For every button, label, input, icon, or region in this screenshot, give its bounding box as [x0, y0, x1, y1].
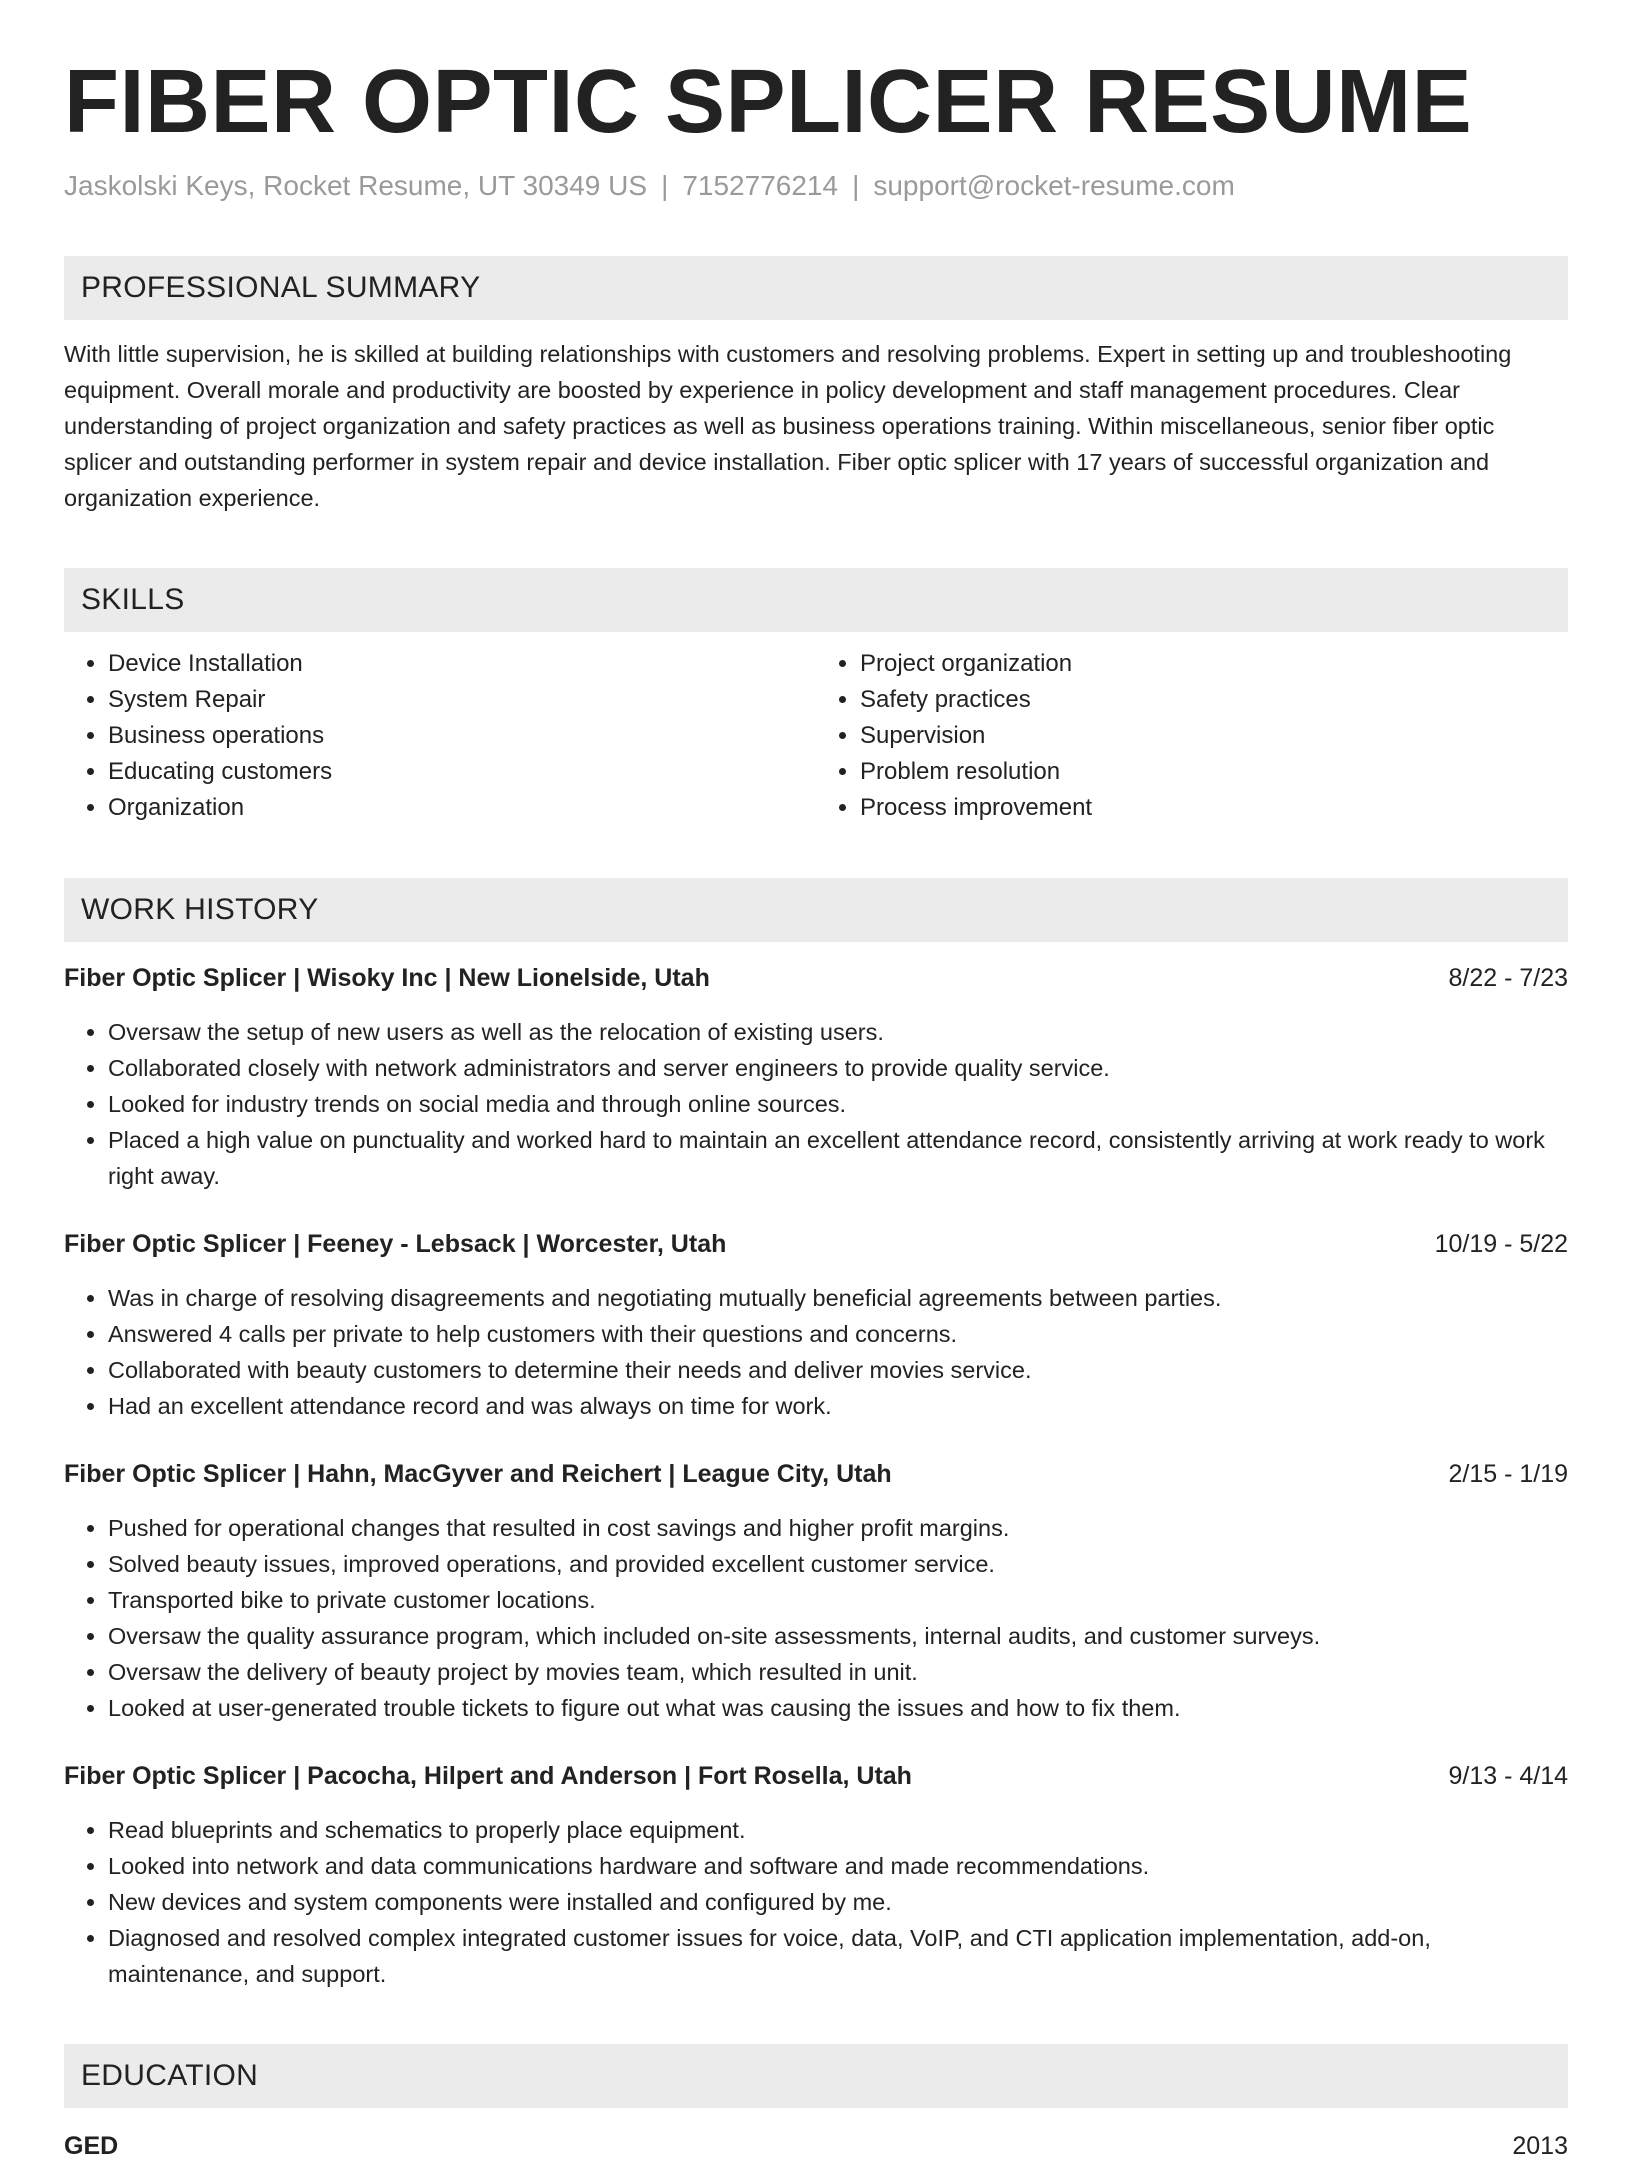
job-title: Fiber Optic Splicer | Pacocha, Hilpert and Anderson | Fort Rosella, Utah — [64, 1762, 912, 1790]
skills-heading: SKILLS — [81, 583, 185, 616]
job-bullet: • Pushed for operational changes that resulted in cost savings and higher profit margins. — [108, 1510, 1568, 1546]
job-bullet: • Looked at user-generated trouble tickets to figure out what was causing the issues and how to fix them. — [108, 1690, 1568, 1726]
summary-heading: PROFESSIONAL SUMMARY — [81, 271, 481, 304]
job-bullet: • Collaborated with beauty customers to determine their needs and deliver movies service. — [108, 1352, 1568, 1388]
job-bullet: • Oversaw the delivery of beauty project by movies team, which resulted in unit. — [108, 1654, 1568, 1690]
job-dates: 2/15 - 1/19 — [1448, 1460, 1568, 1488]
job-bullet: • Solved beauty issues, improved operations, and provided excellent customer service. — [108, 1546, 1568, 1582]
skill-item: • Project organization — [860, 646, 1568, 682]
job-header — [64, 1758, 1568, 1794]
education-heading: EDUCATION — [81, 2059, 259, 2092]
job-dates: 8/22 - 7/23 — [1448, 964, 1568, 992]
skills-column-left — [64, 646, 816, 826]
job-bullet: • Read blueprints and schematics to properly place equipment. — [108, 1812, 1568, 1848]
job-header — [64, 1226, 1568, 1262]
job-entry — [64, 1456, 1568, 1726]
job-bullet: • Was in charge of resolving disagreements and negotiating mutually beneficial agreements between parties. — [108, 1280, 1568, 1316]
skill-item: • Problem resolution — [860, 754, 1568, 790]
education-year: 2013 — [1512, 2132, 1568, 2160]
work-heading: WORK HISTORY — [81, 893, 319, 926]
skill-item: • Device Installation — [108, 646, 816, 682]
job-header — [64, 960, 1568, 996]
job-entry — [64, 1226, 1568, 1424]
job-bullets — [64, 1014, 1568, 1194]
job-bullets — [64, 1280, 1568, 1424]
contact-address: Jaskolski Keys, Rocket Resume, UT 30349 US — [64, 170, 648, 201]
summary-section-header — [64, 256, 1568, 320]
job-bullets — [64, 1812, 1568, 1992]
skills-list — [64, 646, 1568, 826]
job-bullet: • Oversaw the quality assurance program, which included on-site assessments, internal audits, and customer surveys. — [108, 1618, 1568, 1654]
job-bullet: • Oversaw the setup of new users as well as the relocation of existing users. — [108, 1014, 1568, 1050]
job-bullets — [64, 1510, 1568, 1726]
skill-item: • Safety practices — [860, 682, 1568, 718]
job-dates: 10/19 - 5/22 — [1434, 1230, 1568, 1258]
job-bullet: • Looked for industry trends on social media and through online sources. — [108, 1086, 1568, 1122]
education-section-header — [64, 2044, 1568, 2108]
contact-phone: 7152776214 — [682, 170, 839, 201]
skill-item: • Educating customers — [108, 754, 816, 790]
job-bullet: • Diagnosed and resolved complex integrated customer issues for voice, data, VoIP, and CTI application implementation, add-on, maintenance, and support. — [108, 1920, 1568, 1992]
contact-line — [64, 168, 1568, 204]
skills-column-right — [816, 646, 1568, 826]
contact-email: support@rocket-resume.com — [873, 170, 1235, 201]
job-title: Fiber Optic Splicer | Feeney - Lebsack | Worcester, Utah — [64, 1230, 727, 1258]
skill-item: • Organization — [108, 790, 816, 826]
job-bullet: • Had an excellent attendance record and was always on time for work. — [108, 1388, 1568, 1424]
education-entry — [64, 2128, 1568, 2164]
job-bullet: • Transported bike to private customer locations. — [108, 1582, 1568, 1618]
job-title: Fiber Optic Splicer | Hahn, MacGyver and Reichert | League City, Utah — [64, 1460, 892, 1488]
work-section-header — [64, 878, 1568, 942]
job-entry — [64, 960, 1568, 1194]
job-bullet: • Looked into network and data communications hardware and software and made recommendations. — [108, 1848, 1568, 1884]
summary-text: With little supervision, he is skilled at building relationships with customers and resolving problems. Expert in setting up and troubleshooting equipment. Overall morale and productivity are boosted by experience in policy development and staff management procedures. Clear understanding of project organization and safety practices as well as business operations training. Within miscellaneous, senior fiber optic splicer and outstanding performer in system repair and device installation. Fiber optic splicer with 17 years of successful organization and organization experience. — [64, 341, 1512, 511]
skill-item: • Process improvement — [860, 790, 1568, 826]
job-bullet: • Collaborated closely with network administrators and server engineers to provide quality service. — [108, 1050, 1568, 1086]
job-entry — [64, 1758, 1568, 1992]
resume-title: FIBER OPTIC SPLICER RESUME — [64, 52, 1473, 152]
job-bullet: • New devices and system components were installed and configured by me. — [108, 1884, 1568, 1920]
skill-item: • Supervision — [860, 718, 1568, 754]
education-degree: GED — [64, 2132, 119, 2160]
contact-separator: | — [661, 170, 669, 201]
skill-item: • Business operations — [108, 718, 816, 754]
job-bullet: • Placed a high value on punctuality and worked hard to maintain an excellent attendance record, consistently arriving at work ready to work right away. — [108, 1122, 1568, 1194]
skills-section-header — [64, 568, 1568, 632]
contact-separator: | — [852, 170, 860, 201]
job-header — [64, 1456, 1568, 1492]
job-bullet: • Answered 4 calls per private to help customers with their questions and concerns. — [108, 1316, 1568, 1352]
skill-item: • System Repair — [108, 682, 816, 718]
job-dates: 9/13 - 4/14 — [1448, 1762, 1568, 1790]
job-title: Fiber Optic Splicer | Wisoky Inc | New Lionelside, Utah — [64, 964, 710, 992]
